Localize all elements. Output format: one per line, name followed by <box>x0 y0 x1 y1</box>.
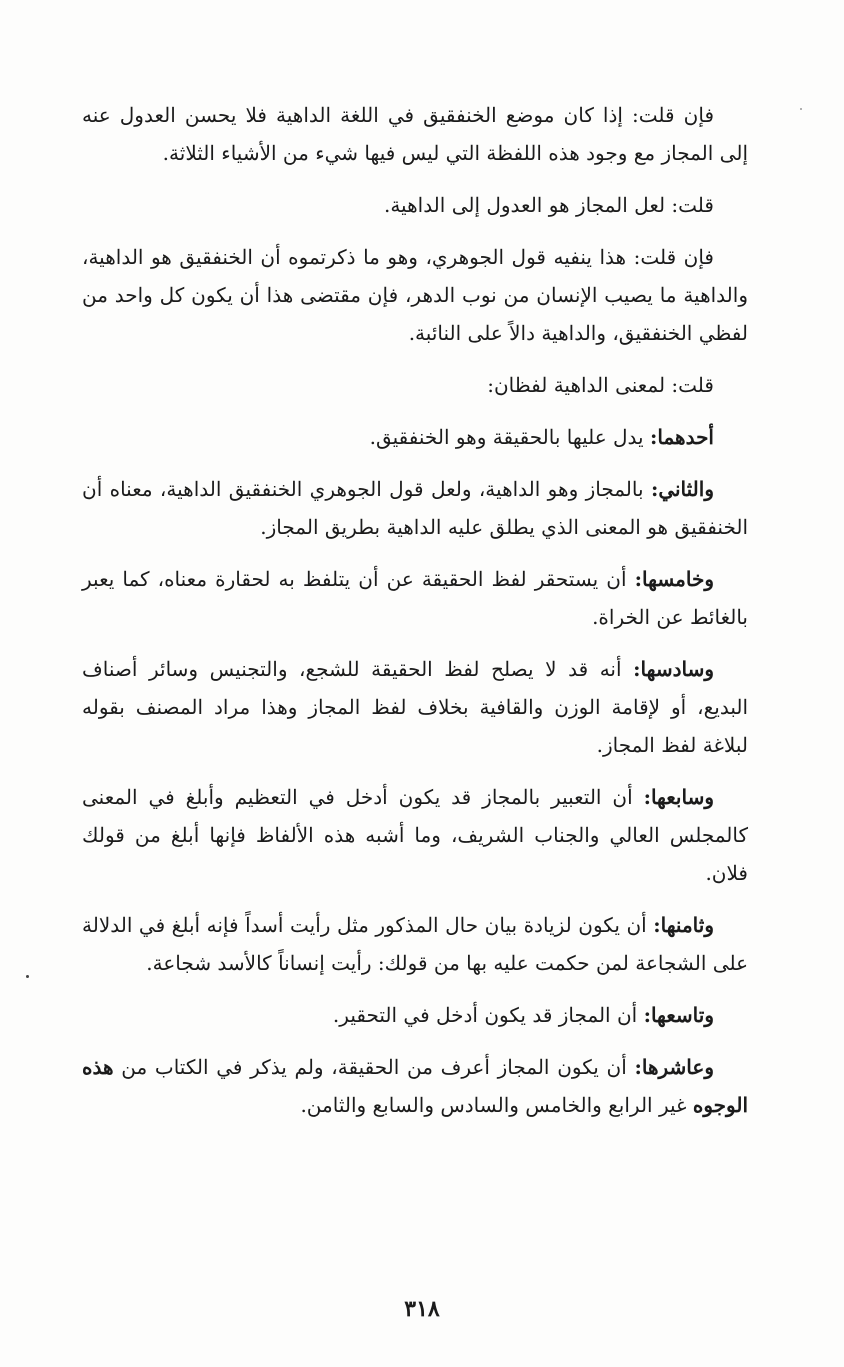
paragraph-text: أن يستحقر لفظ الحقيقة عن أن يتلفظ به لحقارة معناه، كما يعبر بالغائط عن الخراة. <box>82 567 748 629</box>
paragraph-text: فإن قلت: هذا ينفيه قول الجوهري، وهو ما ذكرتموه أن الخنفقيق هو الداهية، والداهية ما يصيب الإنسان من نوب الدهر، فإن مقتضى هذا أن يكون كل واحد من لفظي الخنفقيق، والداهية دالاً على النائبة. <box>82 245 748 345</box>
paragraph-5 <box>82 418 748 456</box>
page-number: ٣١٨ <box>404 1296 440 1322</box>
body-text <box>82 96 748 1138</box>
paragraph-lead: والثاني: <box>650 477 714 501</box>
paragraph-lead: وتاسعها: <box>643 1003 714 1027</box>
paragraph-10 <box>82 906 748 982</box>
paragraph-lead: وسابعها: <box>643 785 714 809</box>
paragraph-12 <box>82 1048 748 1124</box>
paragraph-lead-continued: هذه الوجوه <box>82 1055 748 1117</box>
paragraph-2 <box>82 186 748 224</box>
paragraph-lead: وعاشرها: <box>634 1055 714 1079</box>
paragraph-text: فإن قلت: إذا كان موضع الخنفقيق في اللغة الداهية فلا يحسن العدول عنه إلى المجاز مع وجود هذه اللفظة التي ليس فيها شيء من الأشياء الثلاثة. <box>82 103 748 165</box>
paragraph-text: أن المجاز قد يكون أدخل في التحقير. <box>332 1003 644 1027</box>
paragraph-lead: أحدهما: <box>649 425 714 449</box>
scan-speck <box>800 108 802 110</box>
scan-speck <box>26 975 29 978</box>
paragraph-3 <box>82 238 748 352</box>
paragraph-text: يدل عليها بالحقيقة وهو الخنفقيق. <box>369 425 650 449</box>
paragraph-7 <box>82 560 748 636</box>
paragraph-text: بالمجاز وهو الداهية، ولعل قول الجوهري الخنفقيق الداهية، معناه أن الخنفقيق هو المعنى الذي يطلق عليه الداهية بطريق المجاز. <box>82 477 748 539</box>
paragraph-text: أنه قد لا يصلح لفظ الحقيقة للشجع، والتجنيس وسائر أصناف البديع، أو لإقامة الوزن والقافية بخلاف لفظ المجاز وهذا مراد المصنف بقوله لبلاغة لفظ المجاز. <box>82 657 748 757</box>
paragraph-text: أن يكون المجاز أعرف من الحقيقة، ولم يذكر في الكتاب من <box>113 1055 635 1079</box>
paragraph-9 <box>82 778 748 892</box>
paragraph-text: أن التعبير بالمجاز قد يكون أدخل في التعظيم وأبلغ في المعنى كالمجلس العالي والجناب الشريف، وما أشبه هذه الألفاظ فإنها أبلغ من قولك فلان. <box>82 785 748 885</box>
paragraph-text: أن يكون لزيادة بيان حال المذكور مثل رأيت أسداً فإنه أبلغ في الدلالة على الشجاعة لمن حكمت عليه بها من قولك: رأيت إنساناً كالأسد شجاعة. <box>82 913 748 975</box>
paragraph-lead: وثامنها: <box>653 913 714 937</box>
paragraph-lead: وخامسها: <box>634 567 714 591</box>
paragraph-6 <box>82 470 748 546</box>
paragraph-text-continued: غير الرابع والخامس والسادس والسابع والثامن. <box>300 1093 693 1117</box>
paragraph-lead: وسادسها: <box>633 657 714 681</box>
paragraph-text: قلت: لمعنى الداهية لفظان: <box>487 373 714 397</box>
paragraph-1 <box>82 96 748 172</box>
paragraph-4 <box>82 366 748 404</box>
paragraph-11 <box>82 996 748 1034</box>
paragraph-8 <box>82 650 748 764</box>
paragraph-text: قلت: لعل المجاز هو العدول إلى الداهية. <box>383 193 714 217</box>
